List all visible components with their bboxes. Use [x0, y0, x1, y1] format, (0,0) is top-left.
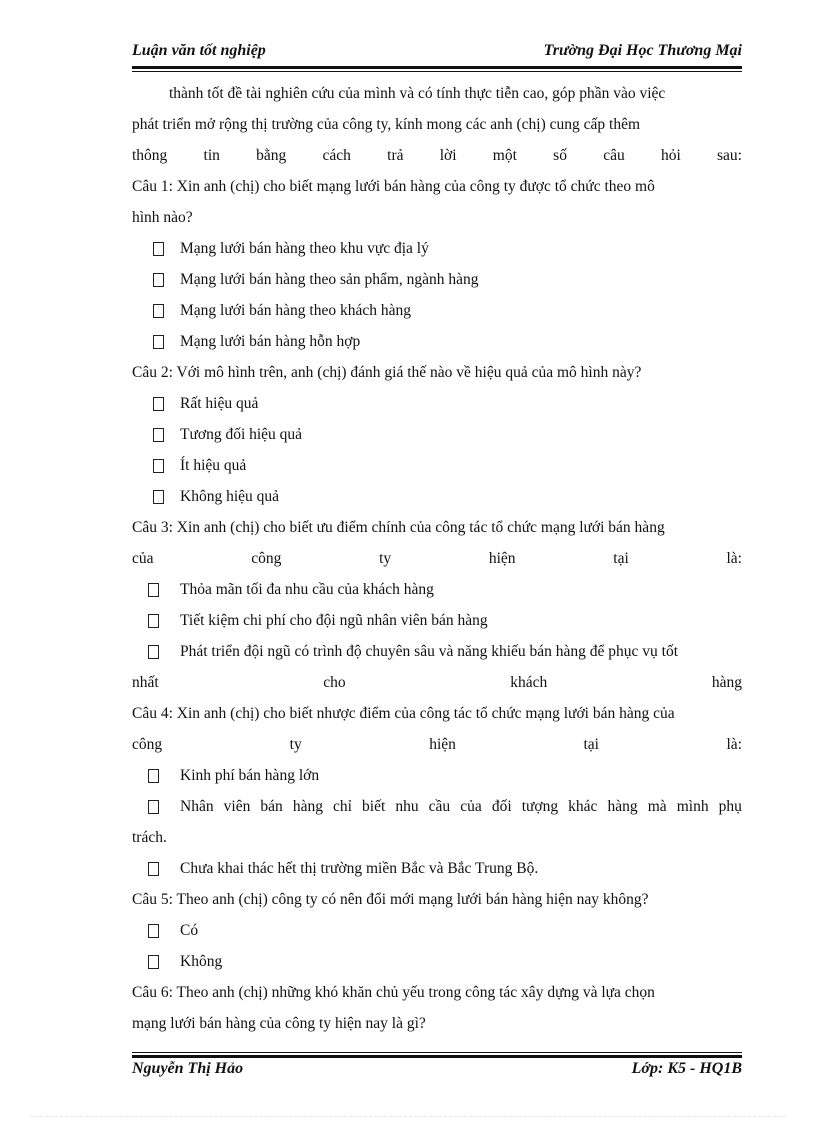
question-5: Câu 5: Theo anh (chị) công ty có nên đổi mới mạng lưới bán hàng hiện nay không? [132, 891, 649, 908]
word: tại [583, 736, 599, 753]
q1-option[interactable]: Mạng lưới bán hàng theo khách hàng [132, 295, 742, 326]
word: là: [726, 736, 742, 753]
word: cách [322, 147, 351, 164]
q2-option[interactable]: Không hiệu quả [132, 481, 742, 512]
checkbox[interactable] [148, 583, 159, 597]
question-1-cont: hình nào? [132, 209, 193, 226]
checkbox[interactable] [148, 955, 159, 969]
intro-line-justified [132, 140, 742, 171]
word: tin [203, 147, 220, 164]
word: nhất [132, 674, 159, 691]
checkbox[interactable] [153, 304, 164, 318]
checkbox[interactable] [153, 490, 164, 504]
word: bán [260, 798, 283, 815]
q5-option[interactable]: Không [132, 946, 742, 977]
word: thông [132, 147, 168, 164]
page-bottom-edge [30, 1116, 786, 1117]
word: cầu [428, 798, 451, 815]
checkbox[interactable] [148, 614, 159, 628]
question-3-cont [132, 543, 742, 574]
word: một [492, 147, 517, 164]
word: Nhân [180, 798, 214, 815]
page-header [132, 42, 742, 66]
word: hiện [488, 550, 516, 567]
footer-rule-thin [132, 1052, 742, 1053]
word: mà [647, 798, 667, 815]
word: đối [491, 798, 512, 815]
footer-author: Nguyễn Thị Hảo [132, 1060, 244, 1077]
q1-option[interactable]: Mạng lưới bán hàng theo sản phẩm, ngành hàng [132, 264, 742, 295]
word: sau: [716, 147, 742, 164]
word: của [460, 798, 482, 815]
q3-option-cont [132, 667, 742, 698]
checkbox[interactable] [153, 242, 164, 256]
checkbox[interactable] [153, 335, 164, 349]
header-rule-thick [132, 66, 742, 69]
checkbox[interactable] [153, 428, 164, 442]
checkbox[interactable] [148, 769, 159, 783]
word: viên [223, 798, 251, 815]
word: chỉ [333, 798, 352, 815]
question-3: Câu 3: Xin anh (chị) cho biết ưu điểm chính của công tác tổ chức mạng lưới bán hàng [132, 519, 665, 536]
header-university: Trường Đại Học Thương Mại [543, 42, 742, 59]
q3-option[interactable]: Tiết kiệm chi phí cho đội ngũ nhân viên bán hàng [132, 605, 742, 636]
word: là: [726, 550, 742, 567]
word: bằng [256, 147, 287, 164]
word: ty [379, 550, 392, 567]
header-thesis-label: Luận văn tốt nghiệp [132, 42, 266, 59]
word: công [251, 550, 282, 567]
word: số [553, 147, 567, 164]
footer-rule-thick [132, 1055, 742, 1058]
page-footer [132, 1060, 742, 1084]
q1-option[interactable]: Mạng lưới bán hàng hỗn hợp [132, 326, 742, 357]
word: mình [676, 798, 709, 815]
question-1: Câu 1: Xin anh (chị) cho biết mạng lưới bán hàng của công ty được tổ chức theo mô [132, 178, 655, 195]
document-body [132, 78, 742, 1039]
q4-option[interactable]: Chưa khai thác hết thị trường miền Bắc và Bắc Trung Bộ. [132, 853, 742, 884]
q2-option[interactable]: Tương đối hiệu quả [132, 419, 742, 450]
q4-option-text [180, 791, 742, 822]
word: hiện [429, 736, 456, 753]
checkbox[interactable] [153, 397, 164, 411]
word: khác [568, 798, 598, 815]
question-6: Câu 6: Theo anh (chị) những khó khăn chủ yếu trong công tác xây dựng và lựa chọn [132, 984, 655, 1001]
word: cho [323, 674, 346, 691]
checkbox[interactable] [148, 924, 159, 938]
q2-option[interactable]: Rất hiệu quả [132, 388, 742, 419]
word: tượng [521, 798, 559, 815]
checkbox[interactable] [148, 645, 159, 659]
question-2: Câu 2: Với mô hình trên, anh (chị) đánh giá thế nào về hiệu quả của mô hình này? [132, 364, 642, 381]
intro-line: phát triển mở rộng thị trường của công ty, kính mong các anh (chị) cung cấp thêm [132, 116, 641, 133]
word: hàng [711, 674, 742, 691]
checkbox[interactable] [153, 273, 164, 287]
q4-option[interactable] [132, 791, 742, 822]
word: biết [362, 798, 386, 815]
checkbox[interactable] [153, 459, 164, 473]
header-rule-thin [132, 71, 742, 72]
word: hàng [292, 798, 323, 815]
word: tại [613, 550, 629, 567]
checkbox[interactable] [148, 800, 159, 814]
word: phụ [718, 798, 742, 815]
footer-class: Lớp: K5 - HQ1B [631, 1060, 742, 1077]
q4-option[interactable]: Kinh phí bán hàng lớn [132, 760, 742, 791]
word: lời [439, 147, 457, 164]
word: hàng [607, 798, 638, 815]
q3-option[interactable]: Phát triển đội ngũ có trình độ chuyên sâu và năng khiếu bán hàng để phục vụ tốt [132, 636, 742, 667]
word: câu [603, 147, 625, 164]
q3-option[interactable]: Thỏa mãn tối đa nhu cầu của khách hàng [132, 574, 742, 605]
question-6-cont: mạng lưới bán hàng của công ty hiện nay là gì? [132, 1015, 426, 1032]
word: hỏi [660, 147, 681, 164]
question-4-cont [132, 729, 742, 760]
word: công [132, 736, 163, 753]
q2-option[interactable]: Ít hiệu quả [132, 450, 742, 481]
word: của [132, 550, 154, 567]
word: khách [510, 674, 548, 691]
question-4: Câu 4: Xin anh (chị) cho biết nhược điểm của công tác tổ chức mạng lưới bán hàng của [132, 705, 675, 722]
q4-option-cont: trách. [132, 829, 167, 846]
intro-line: thành tốt đề tài nghiên cứu của mình và có tính thực tiễn cao, góp phần vào việc [169, 85, 666, 102]
word: trả [387, 147, 404, 164]
q5-option[interactable]: Có [132, 915, 742, 946]
checkbox[interactable] [148, 862, 159, 876]
word: nhu [395, 798, 419, 815]
q1-option[interactable]: Mạng lưới bán hàng theo khu vực địa lý [132, 233, 742, 264]
word: ty [289, 736, 302, 753]
